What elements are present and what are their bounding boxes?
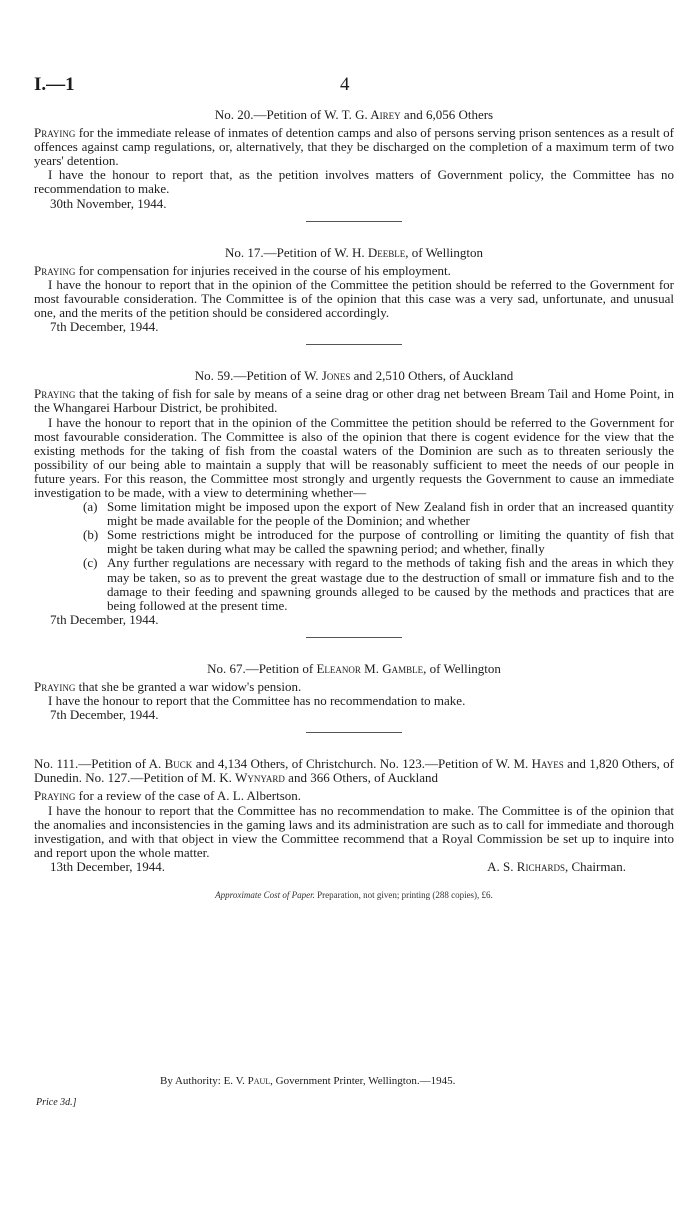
report-date: 7th December, 1944. [50, 707, 159, 723]
report-paragraph: I have the honour to report that, as the petition involves matters of Government policy, the Committee has no recommendation to make. [34, 167, 674, 197]
petition-title: No. 17.—Petition of W. H. Deeble, of Wellington [224, 244, 484, 260]
report-date: 7th December, 1944. [50, 319, 159, 335]
petition-section [34, 662, 674, 722]
petition-title: No. 59.—Petition of W. Jones and 2,510 Others, of Auckland [194, 368, 514, 384]
report-paragraph: I have the honour to report that the Committee has no recommendation to make. [48, 693, 466, 709]
section-divider [306, 221, 402, 222]
signatory: A. S. Richards, Chairman. [487, 858, 626, 874]
section-divider [306, 732, 402, 733]
list-item: (a) Some limitation might be imposed upon the export of New Zealand fish in order that an increased quantity might be made available for the people of the Dominion; and whether [83, 499, 674, 529]
praying-paragraph: Praying that the taking of fish for sale by means of a seine drag or other drag net between Bream Tail and Home Point, in the Whangarei Harbour District, be prohibited. [34, 386, 674, 416]
signature-row [34, 860, 674, 874]
document-body [34, 108, 674, 902]
petition-section [34, 246, 674, 335]
praying-paragraph: Praying for the immediate release of inmates of detention camps and also of persons serving prison sentences as a result of offences against camp regulations, or, alternatively, that they be discharged on the completion of a maximum term of two years' detention. [34, 125, 674, 169]
printer-authority: By Authority: E. V. Paul, Government Printer, Wellington.—1945. [160, 1075, 456, 1087]
cost-note: Approximate Cost of Paper. Preparation, not given; printing (288 copies), £6. [215, 890, 493, 901]
praying-paragraph: Praying that she be granted a war widow's pension. [34, 679, 302, 694]
report-paragraph: I have the honour to report that in the opinion of the Committee the petition should be referred to the Government for most favourable consideration. The Committee is of the opinion that this case was a very sad, unfortunate, and unusual one, and the merits of the petition should be considered accordingly. [34, 276, 674, 321]
combined-petition-section [34, 757, 674, 874]
list-item: (c) Any further regulations are necessary with regard to the methods of taking fish and the areas in which they may be taken, so as to prevent the great wastage due to the destruction of small or immature fish and to the damage to their feeding and spawning grounds alleged to be caused by the methods and practices that are being followed at the present time. [83, 555, 674, 613]
section-divider [306, 344, 402, 345]
petition-title: No. 111.—Petition of A. Buck and 4,134 Others, of Christchurch. No. 123.—Petition of W. M. Hayes and 1,820 Others, of Dunedin. No. 127.—Petition of M. K. Wynyard and 366 Others, of Auckland [34, 756, 674, 786]
price-label: Price 3d.] [36, 1097, 77, 1108]
praying-paragraph: Praying for compensation for injuries received in the course of his employment. [34, 262, 451, 278]
report-date: 7th December, 1944. [50, 611, 159, 627]
report-paragraph: I have the honour to report that in the opinion of the Committee the petition should be referred to the Government for most favourable consideration. The Committee is also of the opinion that there is cogent evidence for the view that the existing methods for the taking of fish from the coastal waters of the Dominion are such as to threaten seriously the possibility of our being able to maintain a supply that will be reasonably sufficient to meet the needs of our people in future years. For this reason, the Committee most strongly and urgently requests the Government to cause an immediate investigation to be made, with a view to determining whether— [34, 414, 674, 500]
series-label: I.—1 [34, 74, 75, 95]
section-divider [306, 637, 402, 638]
page-number: 4 [340, 74, 350, 95]
report-date: 30th November, 1944. [50, 195, 167, 211]
list-item: (b) Some restrictions might be introduced for the purpose of controlling or limiting the quantity of fish that might be taken during what may be called the spawning period; and whether, finally [83, 527, 674, 557]
petition-title: No. 20.—Petition of W. T. G. Airey and 6,056 Others [214, 107, 494, 122]
petition-section [34, 108, 674, 211]
praying-paragraph: Praying for a review of the case of A. L. Albertson. [34, 788, 302, 804]
recommendation-list [83, 499, 674, 613]
petition-section [34, 369, 674, 627]
report-date: 13th December, 1944. [50, 858, 166, 874]
petition-title: No. 67.—Petition of Eleanor M. Gamble, of Wellington [207, 660, 501, 676]
report-paragraph: I have the honour to report that the Committee has no recommendation to make. The Committee is of the opinion that the anomalies and inconsistencies in the gaming laws and its administration are such as to call for immediate and thorough investigation, and with that object in view the Committee recommend that a Royal Commission be set up to inquire into and report upon the whole matter. [34, 802, 674, 860]
